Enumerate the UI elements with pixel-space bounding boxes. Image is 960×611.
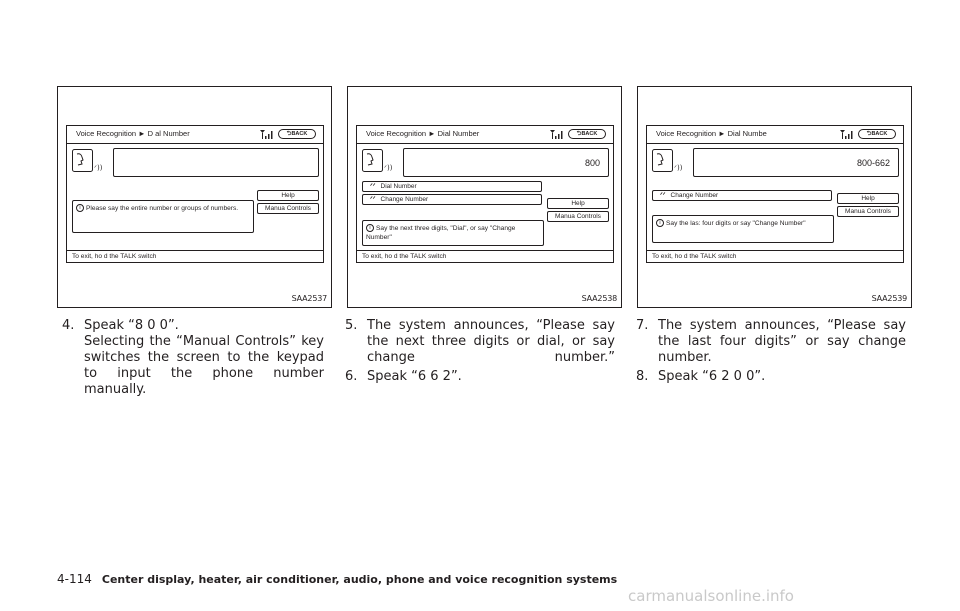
display-screen [646,125,904,263]
help-button[interactable]: Help [547,198,609,209]
divider [647,250,903,251]
section-title: Center display, heater, air conditioner, audio, phone and voice recognition systems [101,573,618,586]
info-icon: i [366,224,374,232]
step-6 [345,369,615,385]
back-arrow-icon: ⮌ [576,131,582,137]
back-button[interactable]: ⮌BACK [858,129,896,139]
exit-hint: To exit, ho d the TALK switch [362,253,447,260]
divider [67,250,323,251]
page-number: 4-114 [57,572,92,586]
figure-saa2538 [347,86,622,308]
manual-controls-button[interactable]: Manua Controls [547,211,609,222]
command-dial-number[interactable]: ᐟᐟ Dial Number [362,181,542,192]
manual-controls-button[interactable]: Manua Controls [837,206,899,217]
voice-head-icon [652,149,688,175]
step-text: The system announces, “Please say the next three digits or dial, or say change number.” [367,318,615,365]
figure-label: SAA2539 [871,294,907,303]
help-button[interactable]: Help [257,190,319,201]
step-text: The system announces, “Please say the last four digits” or say change number. [658,318,906,365]
divider [357,143,613,144]
info-message: i Please say the entire number or groups of numbers. [72,200,254,233]
step-number: 6. [345,369,358,384]
display-screen [356,125,614,263]
info-icon: i [656,219,664,227]
watermark: carmanualsonline.info [628,587,794,605]
voice-command-icon: ᐟᐟ [660,192,666,199]
divider [67,143,323,144]
info-message: i Say the las: four digits or say "Change Number" [652,215,834,243]
manual-controls-button[interactable]: Manua Controls [257,203,319,214]
svg-text:ᐟ)): ᐟ)) [384,164,393,172]
signal-strength-icon [840,130,854,139]
voice-head-icon [362,149,398,175]
info-message: i Say the next three digits, "Dial", or say "Change Number" [362,220,544,246]
step-detail: Selecting the “Manual Controls” key switches the screen to the keypad to input the phone number manually. [84,334,324,397]
help-button[interactable]: Help [837,193,899,204]
display-screen [66,125,324,263]
signal-strength-icon [260,130,274,139]
command-change-number[interactable]: ᐟᐟ Change Number [362,194,542,205]
screen-title: Voice Recognition ► D al Number [76,129,190,138]
screen-title: Voice Recognition ► Dial Number [366,129,480,138]
svg-text:ᐟ)): ᐟ)) [94,164,103,172]
step-number: 5. [345,318,358,333]
divider [357,250,613,251]
number-display: 800-662 [693,148,899,177]
figure-label: SAA2538 [581,294,617,303]
step-4 [62,318,324,398]
back-arrow-icon: ⮌ [286,131,292,137]
back-arrow-icon: ⮌ [866,131,872,137]
exit-hint: To exit, ho d the TALK switch [72,253,157,260]
divider [647,143,903,144]
svg-text:ᐟ)): ᐟ)) [674,164,683,172]
step-text: Speak “6 6 2”. [367,369,462,384]
column-1 [62,318,324,398]
column-3 [636,318,906,385]
info-icon: i [76,204,84,212]
step-number: 8. [636,369,649,384]
step-7 [636,318,906,366]
number-display [113,148,319,177]
number-display: 800 [403,148,609,177]
step-number: 7. [636,318,649,333]
voice-head-icon [72,149,108,175]
voice-command-icon: ᐟᐟ [370,183,376,190]
back-button[interactable]: ⮌BACK [568,129,606,139]
step-number: 4. [62,318,75,333]
step-8 [636,369,906,385]
back-button[interactable]: ⮌BACK [278,129,316,139]
figure-saa2539 [637,86,912,308]
step-text: Speak “8 0 0”. [84,318,179,333]
screen-title: Voice Recognition ► Dial Numbe [656,129,767,138]
signal-strength-icon [550,130,564,139]
step-text: Speak “6 2 0 0”. [658,369,766,384]
column-2 [345,318,615,385]
exit-hint: To exit, ho d the TALK switch [652,253,737,260]
figure-label: SAA2537 [291,294,327,303]
page-footer [57,572,617,586]
figure-saa2537 [57,86,332,308]
command-change-number[interactable]: ᐟᐟ Change Number [652,190,832,201]
voice-command-icon: ᐟᐟ [370,196,376,203]
step-5 [345,318,615,366]
